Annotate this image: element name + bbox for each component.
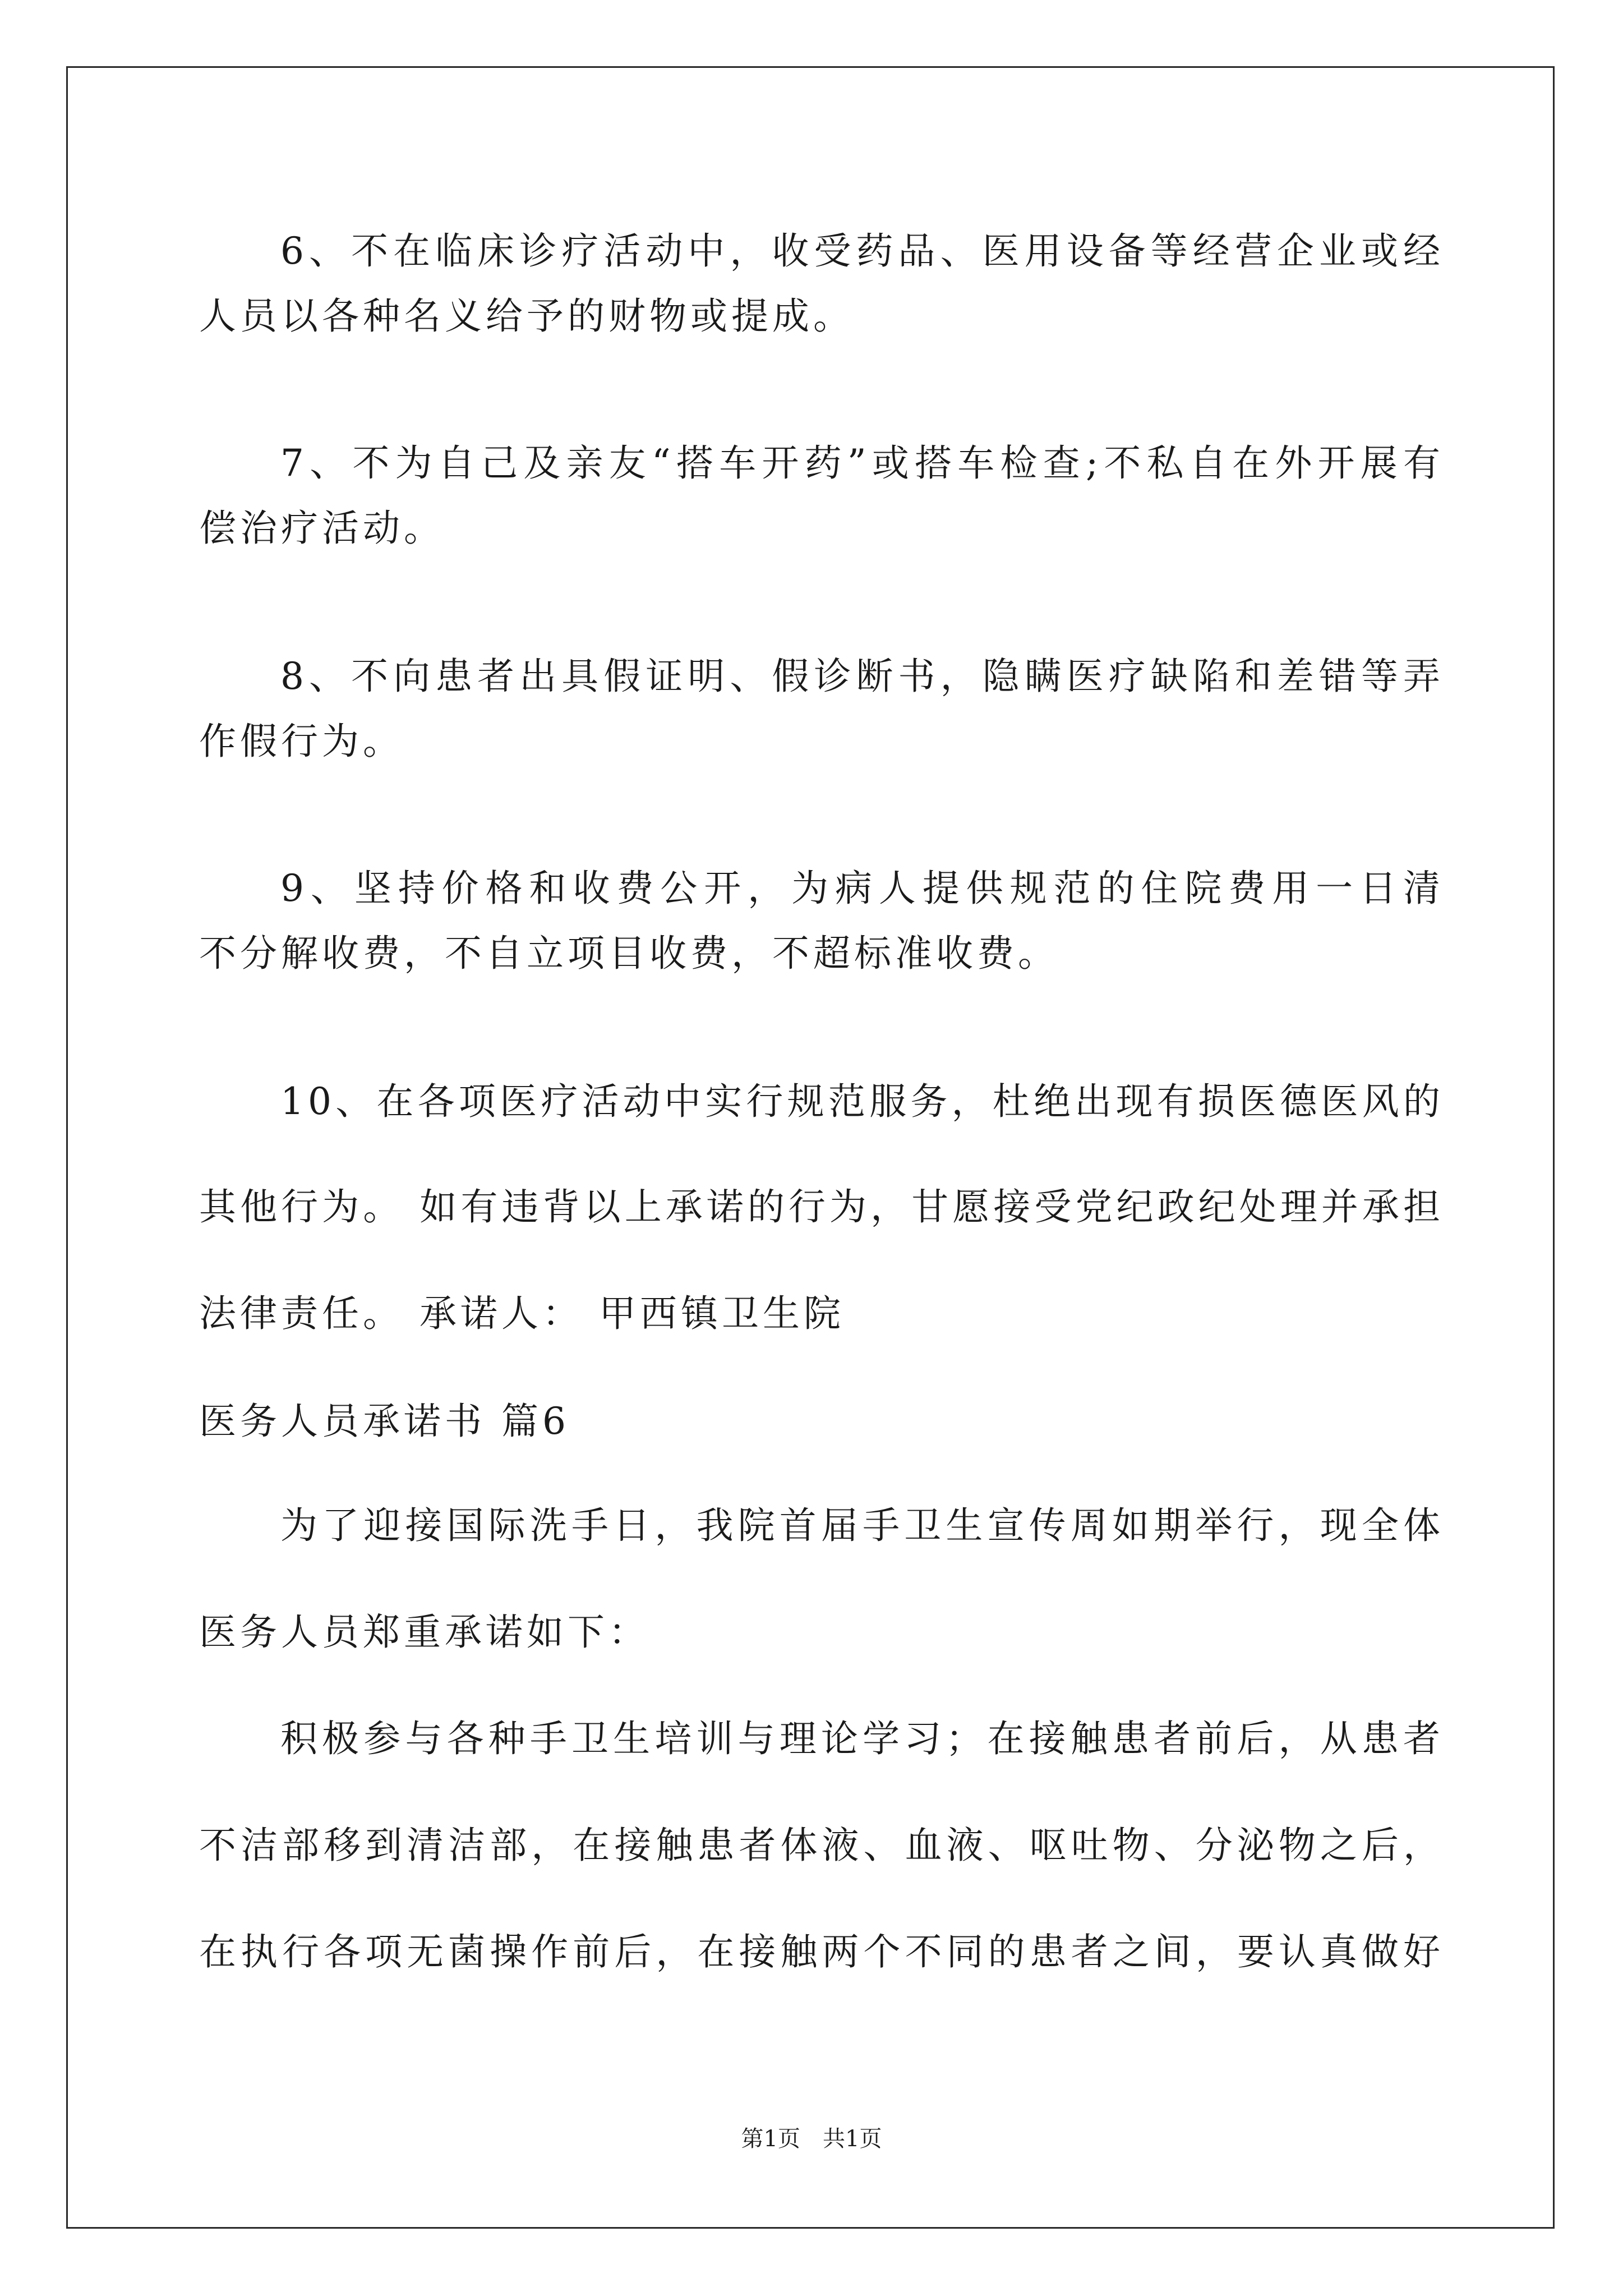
intro-line-2: 医务人员郑重承诺如下： <box>199 1611 649 1654</box>
item-10-line-1: 10、在各项医疗活动中实行规范服务，杜绝出现有损医德医风的 <box>280 1080 1444 1123</box>
pledge-line-3: 在执行各项无菌操作前后，在接触两个不同的患者之间，要认真做好 <box>199 1930 1444 1973</box>
section-heading: 医务人员承诺书 篇6 <box>199 1400 570 1443</box>
item-8-line-1: 8、不向患者出具假证明、假诊断书，隐瞒医疗缺陷和差错等弄 <box>280 655 1444 698</box>
item-9-line-2: 不分解收费，不自立项目收费，不超标准收费。 <box>199 932 1059 975</box>
page-border <box>66 66 1555 2229</box>
item-10-line-3: 法律责任。 承诺人： 甲西镇卫生院 <box>199 1292 845 1335</box>
item-6-line-2: 人员以各种名义给予的财物或提成。 <box>199 295 854 338</box>
item-6-line-1: 6、不在临床诊疗活动中，收受药品、医用设备等经营企业或经 <box>280 229 1444 273</box>
item-8-line-2: 作假行为。 <box>199 720 404 763</box>
item-7-line-1: 7、不为自己及亲友“搭车开药”或搭车检查;不私自在外开展有 <box>280 441 1444 485</box>
page-footer <box>0 2125 1623 2153</box>
item-7-line-2: 偿治疗活动。 <box>199 507 445 550</box>
page-number: 第1页 <box>741 2126 800 2152</box>
item-10-line-2: 其他行为。 如有违背以上承诺的行为，甘愿接受党纪政纪处理并承担 <box>199 1185 1444 1228</box>
pledge-line-2: 不洁部移到清洁部，在接触患者体液、血液、呕吐物、分泌物之后， <box>199 1824 1444 1867</box>
page-total: 共1页 <box>823 2126 882 2152</box>
pledge-line-1: 积极参与各种手卫生培训与理论学习；在接触患者前后，从患者 <box>280 1717 1444 1760</box>
item-9-line-1: 9、坚持价格和收费公开，为病人提供规范的住院费用一日清 <box>280 867 1444 910</box>
intro-line-1: 为了迎接国际洗手日，我院首届手卫生宣传周如期举行，现全体 <box>280 1504 1444 1547</box>
